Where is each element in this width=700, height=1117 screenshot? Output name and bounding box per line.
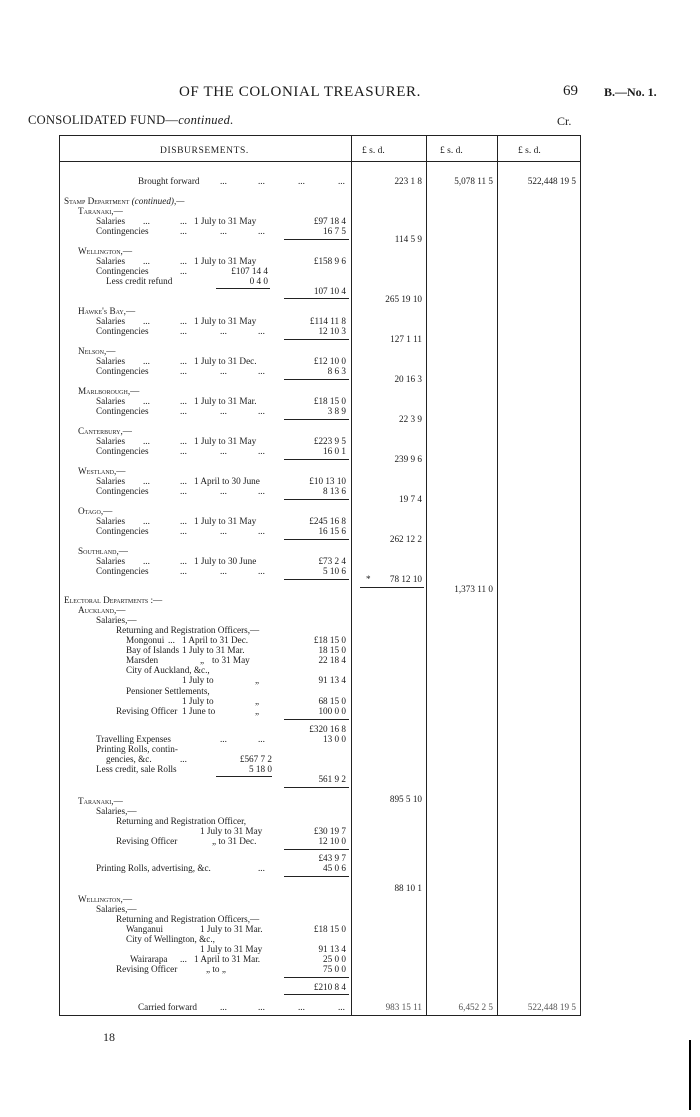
contingencies-amount: 5 10 6 [323, 566, 346, 576]
printing-rolls-line2: gencies, &c. [106, 754, 152, 764]
marlborough-heading: Marlborough,— [78, 386, 140, 396]
taranaki-electoral-total: 88 10 1 [394, 883, 422, 893]
sum-rule [284, 994, 349, 995]
less-credit-amount: 5 18 0 [249, 764, 272, 774]
sum-rule [284, 298, 349, 299]
officer-place: Wanganui [126, 924, 164, 934]
printing-rolls-line1: Printing Rolls, contin- [96, 744, 178, 754]
city-amount: 91 13 4 [318, 944, 346, 954]
table-right-border [580, 135, 581, 1015]
pensioner-settlements: Pensioner Settlements, [126, 686, 210, 696]
leader-dots: ... [180, 754, 187, 764]
revising-amount: 100 0 0 [318, 706, 346, 716]
leader-dots: ... [180, 486, 187, 496]
leader-dots: ... [180, 326, 187, 336]
officer-amount: £18 15 0 [313, 924, 346, 934]
sum-rule [216, 288, 270, 289]
officer-period: 1 July to 31 Mar. [200, 924, 263, 934]
leader-dots: ... [143, 556, 150, 566]
leader-dots: ... [180, 216, 187, 226]
wairarapa-place: Wairarapa [130, 954, 168, 964]
ditto-mark: „ [255, 696, 260, 706]
leader-dots: ... [180, 516, 187, 526]
revising-amount: 12 10 0 [318, 836, 346, 846]
leader-dots: ... [180, 436, 187, 446]
contingencies-amount: 8 13 6 [323, 486, 346, 496]
revising-amount: 75 0 0 [323, 964, 346, 974]
salary-amount: £73 2 4 [318, 556, 346, 566]
salaries-subheading: Salaries,— [96, 615, 137, 625]
salary-period: 1 July to 31 Mar. [194, 396, 257, 406]
taranaki-electoral-heading: Taranaki,— [78, 796, 123, 806]
leader-dots: ... [338, 1002, 345, 1012]
revising-officer: Revising Officer [116, 964, 178, 974]
wellington-heading: Wellington,— [78, 246, 133, 256]
leader-dots: ... [180, 316, 187, 326]
salary-period: 1 April to 30 June [194, 476, 260, 486]
salaries-label: Salaries [96, 216, 126, 226]
auckland-electoral-total: 895 5 10 [389, 794, 422, 804]
salary-amount: £223 9 5 [313, 436, 346, 446]
salary-period: 1 July to 31 May [194, 256, 257, 266]
revising-officer: Revising Officer [116, 836, 178, 846]
table-header-rule [59, 161, 581, 162]
printing-rolls: Printing Rolls, advertising, &c. [96, 863, 211, 873]
sum-rule [284, 719, 349, 720]
wellington-total: 265 19 10 [385, 294, 422, 304]
leader-dots: ... [168, 635, 175, 645]
salary-period: 1 July to 31 May [194, 516, 257, 526]
leader-dots: ... [258, 176, 265, 186]
nelson-heading: Nelson,— [78, 346, 116, 356]
leader-dots: ... [180, 954, 187, 964]
returning-amount: £30 19 7 [313, 826, 346, 836]
table-bottom-rule [59, 1015, 581, 1016]
canterbury-total: 239 9 6 [394, 454, 422, 464]
carried-forward-c1: 983 15 11 [385, 1002, 422, 1012]
credit-label: Cr. [557, 114, 572, 128]
salary-amount: £114 11 8 [309, 316, 346, 326]
leader-dots: ... [298, 176, 305, 186]
westland-total: 19 7 4 [399, 494, 422, 504]
carried-forward-c2: 6,452 2 5 [458, 1002, 493, 1012]
sum-rule [284, 459, 349, 460]
leader-dots: ... [143, 436, 150, 446]
otago-total: 262 12 2 [389, 534, 422, 544]
officer-place: Marsden [126, 655, 159, 665]
col3-divider [497, 135, 498, 1015]
electoral-departments-heading: Electoral Departments :— [64, 595, 163, 605]
contingencies-amount: 16 7 5 [323, 226, 346, 236]
leader-dots: ... [338, 176, 345, 186]
wellington-electoral-heading: Wellington,— [78, 894, 133, 904]
leader-dots: ... [143, 256, 150, 266]
table-left-border [59, 135, 60, 1015]
southland-total: 78 12 10 [389, 574, 422, 584]
contingencies-label: Contingencies [96, 486, 149, 496]
table-top-rule [59, 135, 581, 136]
fund-title-main: CONSOLIDATED FUND— [28, 113, 179, 127]
leader-dots: ... [143, 516, 150, 526]
salary-amount: £158 9 6 [313, 256, 346, 266]
stamp-department-suffix: (continued),— [131, 196, 185, 206]
contingencies-gross: £107 14 4 [231, 266, 268, 276]
taranaki-salaries-subtotal: £43 9 7 [318, 853, 346, 863]
leader-dots: ... [143, 396, 150, 406]
otago-heading: Otago,— [78, 506, 113, 516]
revising-period: 1 June to [182, 706, 216, 716]
contingencies-label: Contingencies [96, 266, 149, 276]
brought-forward-c2: 5,078 11 5 [454, 176, 493, 186]
city-period: 1 July to [182, 675, 214, 685]
sum-rule [216, 776, 272, 777]
less-credit-amount: 0 4 0 [249, 276, 268, 286]
returning-officers-heading: Returning and Registration Officers,— [116, 914, 260, 924]
contingencies-label: Contingencies [96, 326, 149, 336]
leader-dots: ... [180, 406, 187, 416]
contingencies-label: Contingencies [96, 366, 149, 376]
southland-heading: Southland,— [78, 546, 128, 556]
wairarapa-amount: 25 0 0 [323, 954, 346, 964]
contingencies-amount: 12 10 3 [318, 326, 346, 336]
leader-dots: ... [258, 1002, 265, 1012]
auckland-heading: Auckland,— [78, 605, 126, 615]
travelling-amount: 13 0 0 [323, 734, 346, 744]
canterbury-heading: Canterbury,— [78, 426, 132, 436]
returning-period: 1 July to 31 May [200, 826, 263, 836]
officer-amount: 18 15 0 [318, 645, 346, 655]
wairarapa-period: 1 April to 31 Mar. [194, 954, 261, 964]
brought-forward-c3: 522,448 19 5 [527, 176, 576, 186]
salaries-label: Salaries [96, 476, 126, 486]
contingencies-amount: 3 8 9 [327, 406, 346, 416]
salary-amount: £97 18 4 [313, 216, 346, 226]
carried-forward-c3: 522,448 19 5 [527, 1002, 576, 1012]
contingencies-label: Contingencies [96, 446, 149, 456]
leader-dots: ... [220, 566, 227, 576]
leader-dots: ... [180, 226, 187, 236]
leader-dots: ... [220, 326, 227, 336]
leader-dots: ... [258, 366, 265, 376]
sum-rule [284, 787, 349, 788]
contingencies-label: Contingencies [96, 526, 149, 536]
brought-forward-label: Brought forward [138, 176, 200, 186]
salary-period: 1 July to 31 May [194, 436, 257, 446]
printing-net: 561 9 2 [318, 774, 346, 784]
city-amount: 91 13 4 [318, 675, 346, 685]
returning-officer-heading: Returning and Registration Officer, [116, 816, 247, 826]
stamp-department-title: Stamp Department [64, 196, 130, 206]
sum-rule [284, 539, 349, 540]
contingencies-label: Contingencies [96, 406, 149, 416]
leader-dots: ... [220, 226, 227, 236]
printing-amount: 45 0 6 [323, 863, 346, 873]
salaries-label: Salaries [96, 436, 126, 446]
leader-dots: ... [258, 486, 265, 496]
leader-dots: ... [143, 476, 150, 486]
travelling-expenses: Travelling Expenses [96, 734, 171, 744]
contingencies-amount: 16 15 6 [318, 526, 346, 536]
hawkes-bay-heading: Hawke's Bay,— [78, 306, 136, 316]
leader-dots: ... [220, 734, 227, 744]
leader-dots: ... [258, 526, 265, 536]
leader-dots: ... [180, 446, 187, 456]
contingencies-label: Contingencies [96, 226, 149, 236]
revising-officer: Revising Officer [116, 706, 178, 716]
salaries-label: Salaries [96, 556, 126, 566]
less-credit-rolls: Less credit, sale Rolls [96, 764, 177, 774]
auckland-salaries-total: £320 16 8 [309, 724, 346, 734]
leader-dots: ... [258, 446, 265, 456]
binding-edge-mark [689, 1040, 691, 1110]
salaries-label: Salaries [96, 516, 126, 526]
taranaki-heading: Taranaki,— [78, 206, 123, 216]
ditto-mark: „ [255, 706, 260, 716]
leader-dots: ... [180, 556, 187, 566]
pensioner-amount: 68 15 0 [318, 696, 346, 706]
officer-period: 1 April to 31 Dec. [182, 635, 249, 645]
salary-period: 1 July to 30 June [194, 556, 257, 566]
salary-period: 1 July to 31 May [194, 216, 257, 226]
leader-dots: ... [220, 366, 227, 376]
leader-dots: ... [258, 734, 265, 744]
revising-period: „ to 31 Dec. [212, 836, 257, 846]
nelson-total: 20 16 3 [394, 374, 422, 384]
leader-dots: ... [220, 486, 227, 496]
sum-rule [284, 339, 349, 340]
salary-period: 1 July to 31 Dec. [194, 356, 257, 366]
leader-dots: ... [143, 316, 150, 326]
marlborough-total: 22 3 9 [399, 414, 422, 424]
leader-dots: ... [258, 326, 265, 336]
officer-amount: 22 18 4 [318, 655, 346, 665]
officer-place: Mongonui [126, 635, 165, 645]
pensioner-period: 1 July to [182, 696, 214, 706]
salaries-label: Salaries [96, 256, 126, 266]
officer-period: to 31 May [212, 655, 250, 665]
sum-rule [284, 977, 349, 978]
sum-rule [284, 849, 349, 850]
leader-dots: ... [180, 356, 187, 366]
leader-dots: ... [180, 396, 187, 406]
contingencies-amount: 8 6 3 [327, 366, 346, 376]
returning-officers-heading: Returning and Registration Officers,— [116, 625, 260, 635]
leader-dots: ... [220, 526, 227, 536]
contingencies-amount: 16 0 1 [323, 446, 346, 456]
leader-dots: ... [258, 226, 265, 236]
sum-rule [360, 587, 424, 588]
col-head-1: £ s. d. [362, 146, 385, 156]
taranaki-total: 114 5 9 [394, 234, 422, 244]
officer-amount: £18 15 0 [313, 635, 346, 645]
col-head-2: £ s. d. [440, 146, 463, 156]
sum-rule [284, 876, 349, 877]
salaries-label: Salaries [96, 316, 126, 326]
salaries-label: Salaries [96, 356, 126, 366]
leader-dots: ... [180, 566, 187, 576]
leader-dots: ... [180, 256, 187, 266]
ditto-mark: „ [255, 675, 260, 685]
page-number: 69 [563, 83, 578, 99]
leader-dots: ... [220, 176, 227, 186]
col-head-disbursements: DISBURSEMENTS. [160, 146, 249, 156]
salary-amount: £12 10 0 [313, 356, 346, 366]
leader-dots: ... [180, 266, 187, 276]
salary-amount: £10 13 10 [309, 476, 346, 486]
officer-period: 1 July to 31 Mar. [182, 645, 245, 655]
leader-dots: ... [143, 216, 150, 226]
sum-rule [284, 419, 349, 420]
wellington-salaries-subtotal: £210 8 4 [313, 982, 346, 992]
col2-divider [426, 135, 427, 1015]
westland-heading: Westland,— [78, 466, 126, 476]
leader-dots: ... [220, 1002, 227, 1012]
ditto-mark: „ [200, 655, 205, 665]
officer-place: Bay of Islands [126, 645, 180, 655]
contingencies-net: 107 10 4 [313, 286, 346, 296]
city-period: 1 July to 31 May [200, 944, 263, 954]
leader-dots: ... [258, 863, 265, 873]
less-credit-label: Less credit refund [106, 276, 173, 286]
salaries-subheading: Salaries,— [96, 904, 137, 914]
leader-dots: ... [220, 446, 227, 456]
hawkes-bay-total: 127 1 11 [390, 334, 422, 344]
sum-rule [284, 239, 349, 240]
salaries-label: Salaries [96, 396, 126, 406]
city-of-auckland: City of Auckland, &c., [126, 665, 210, 675]
sum-rule [284, 499, 349, 500]
salary-period: 1 July to 31 May [194, 316, 257, 326]
salary-amount: £18 15 0 [313, 396, 346, 406]
asterisk-mark: * [366, 574, 371, 584]
salaries-subheading: Salaries,— [96, 806, 137, 816]
printing-gross: £567 7 2 [239, 754, 272, 764]
city-of-wellington: City of Wellington, &c., [126, 934, 215, 944]
signature-number: 18 [103, 1030, 115, 1044]
leader-dots: ... [220, 406, 227, 416]
leader-dots: ... [258, 406, 265, 416]
brought-forward-c1: 223 1 8 [394, 176, 422, 186]
leader-dots: ... [143, 356, 150, 366]
revising-period: „ to „ [206, 964, 226, 974]
leader-dots: ... [180, 476, 187, 486]
leader-dots: ... [180, 366, 187, 376]
col-head-3: £ s. d. [518, 146, 541, 156]
leader-dots: ... [180, 526, 187, 536]
fund-title-suffix: continued. [178, 113, 234, 127]
fund-title [28, 113, 234, 128]
document-reference: B.—No. 1. [604, 85, 657, 99]
leader-dots: ... [298, 1002, 305, 1012]
page-title: OF THE COLONIAL TREASURER. [179, 84, 421, 100]
sum-rule [284, 579, 349, 580]
leader-dots: ... [258, 566, 265, 576]
contingencies-label: Contingencies [96, 566, 149, 576]
salary-amount: £245 16 8 [309, 516, 346, 526]
carried-forward-label: Carried forward [138, 1002, 197, 1012]
sum-rule [284, 379, 349, 380]
stamp-department-total: 1,373 11 0 [454, 584, 493, 594]
